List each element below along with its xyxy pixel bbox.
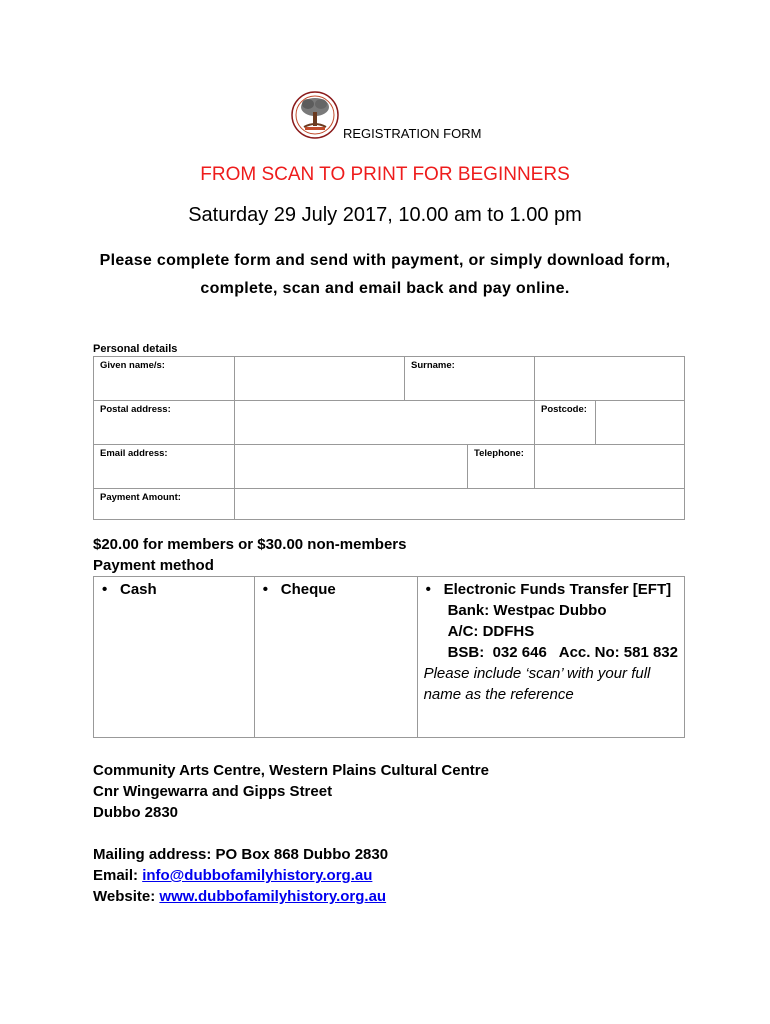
given-name-field[interactable] bbox=[235, 357, 405, 401]
personal-details-table bbox=[93, 356, 685, 520]
page-title: FROM SCAN TO PRINT FOR BEGINNERS bbox=[200, 164, 570, 185]
eft-title: Electronic Funds Transfer [EFT] bbox=[443, 581, 672, 598]
cash-label: Cash bbox=[120, 581, 157, 598]
event-date: Saturday 29 July 2017, 10.00 am to 1.00 pm bbox=[188, 204, 582, 226]
payment-amount-label: Payment Amount: bbox=[94, 489, 235, 520]
tree-logo-icon bbox=[290, 90, 340, 140]
postcode-label: Postcode: bbox=[535, 401, 596, 445]
mailing-address: Mailing address: PO Box 868 Dubbo 2830 bbox=[93, 846, 389, 863]
surname-field[interactable] bbox=[535, 357, 685, 401]
given-name-label: Given name/s: bbox=[94, 357, 235, 401]
venue-line-3: Dubbo 2830 bbox=[93, 804, 179, 821]
postal-address-field[interactable] bbox=[235, 401, 535, 445]
eft-bank: Bank: Westpac Dubbo bbox=[447, 602, 607, 619]
personal-details-label: Personal details bbox=[93, 343, 178, 355]
payment-option-cash bbox=[94, 577, 255, 738]
payment-method-table bbox=[93, 576, 685, 738]
email-label: Email: bbox=[93, 867, 139, 884]
eft-reference-note: Please include ‘scan’ with your full name as the reference bbox=[423, 665, 651, 703]
venue-and-contact bbox=[93, 760, 489, 907]
surname-label: Surname: bbox=[405, 357, 535, 401]
email-address-label: Email address: bbox=[94, 445, 235, 489]
postal-address-label: Postal address: bbox=[94, 401, 235, 445]
eft-account: A/C: DDFHS bbox=[447, 623, 535, 640]
instructions: Please complete form and send with payment, or simply download form, complete, scan and email back and pay online. bbox=[99, 252, 671, 297]
website-label: Website: bbox=[93, 888, 156, 905]
payment-option-cheque bbox=[254, 577, 417, 738]
postcode-field[interactable] bbox=[596, 401, 685, 445]
payment-method-label: Payment method bbox=[93, 557, 214, 574]
payment-amount-field[interactable] bbox=[235, 489, 685, 520]
bullet-icon: • bbox=[425, 581, 431, 598]
telephone-field[interactable] bbox=[535, 445, 685, 489]
telephone-label: Telephone: bbox=[468, 445, 535, 489]
email-link[interactable]: info@dubbofamilyhistory.org.au bbox=[142, 867, 373, 884]
venue-line-1: Community Arts Centre, Western Plains Cultural Centre bbox=[93, 762, 489, 779]
eft-bsb: BSB: 032 646 Acc. No: 581 832 bbox=[447, 644, 678, 661]
venue-line-2: Cnr Wingewarra and Gipps Street bbox=[93, 783, 333, 800]
bullet-icon: • bbox=[262, 581, 269, 598]
cheque-label: Cheque bbox=[280, 581, 336, 598]
website-link[interactable]: www.dubbofamilyhistory.org.au bbox=[159, 888, 387, 905]
payment-option-eft bbox=[417, 577, 684, 738]
form-label: REGISTRATION FORM bbox=[343, 126, 482, 141]
price-line: $20.00 for members or $30.00 non-members bbox=[93, 536, 407, 553]
bullet-icon: • bbox=[102, 581, 108, 598]
email-address-field[interactable] bbox=[235, 445, 468, 489]
